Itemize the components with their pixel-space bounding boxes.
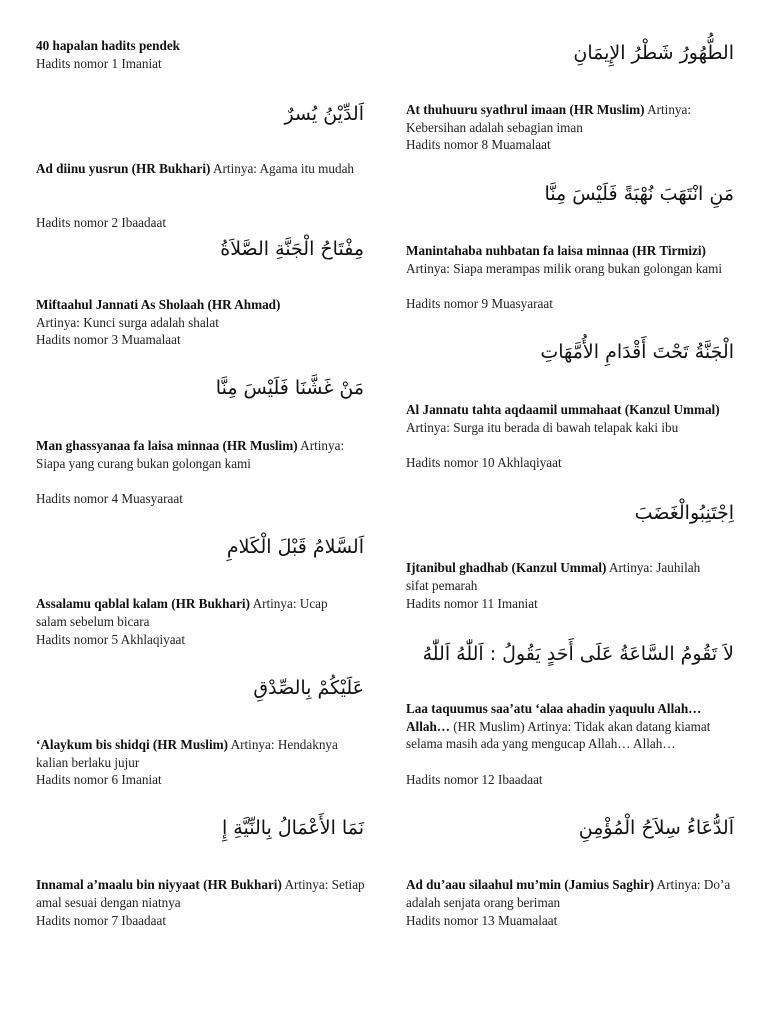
transliteration: Ad du’aau silaahul mu’min (Jamius Saghir) [406, 877, 655, 892]
translation: Artinya: Surga itu berada di bawah telapak kaki ibu [406, 419, 679, 435]
hadith-number: Hadits nomor 8 Muamalaat [406, 137, 551, 152]
hadith-entry [36, 437, 366, 472]
transliteration: At thuhuuru syathrul imaan (HR Muslim) [406, 102, 645, 117]
transliteration: Innamal a’maalu bin niyyaat (HR Bukhari) [36, 877, 282, 892]
transliteration: Assalamu qablal kalam (HR Bukhari) [36, 596, 250, 611]
transliteration: Miftaahul Jannati As Sholaah (HR Ahmad) [36, 297, 281, 312]
transliteration: Al Jannatu tahta aqdaamil ummahaat (Kanzul Ummal) [406, 402, 720, 417]
hadith-number: Hadits nomor 13 Muamalaat [406, 913, 558, 928]
hadith-number: Hadits nomor 2 Ibaadaat [36, 215, 167, 230]
hadith-entry [36, 160, 366, 178]
translation: Artinya: Kunci surga adalah shalat [36, 314, 219, 330]
arabic-text: اَلسَّلامُ قَبْلَ الْكَلامِ [226, 536, 364, 558]
arabic-text: اِجْتَنِبُوالْغَضَبَ [634, 502, 734, 524]
hadith-number: Hadits nomor 1 Imaniat [36, 55, 162, 71]
translation: Artinya: Kebersihan adalah sebagian iman [406, 102, 692, 135]
hadith-entry [406, 559, 726, 594]
hadith-number: Hadits nomor 12 Ibaadaat [406, 772, 543, 787]
document-title: 40 hapalan hadits pendek [36, 38, 181, 53]
transliteration: ‘Alaykum bis shidqi (HR Muslim) [36, 737, 228, 752]
arabic-text: مِفْتَاحُ الْجَنَّةِ الصَّلاَةُ [220, 238, 364, 260]
hadith-number: Hadits nomor 6 Imaniat [36, 772, 162, 787]
arabic-text: مَنْ غَشَّنَا فَلَيْسَ مِنَّا [215, 377, 364, 399]
translation: Artinya: Siapa yang curang bukan golongan kami [36, 438, 345, 471]
transliteration: Man ghassyanaa fa laisa minnaa (HR Muslim) [36, 438, 298, 453]
transliteration: Ijtanibul ghadhab (Kanzul Ummal) [406, 560, 607, 575]
arabic-text: لاَ تَقُومُ السَّاعَةُ عَلَى أَحَدٍ يَقُولُ : اَللّٰهُ اَللّٰهُ [422, 643, 734, 665]
transliteration: Laa taquumus saa’atu ‘alaa ahadin yaquulu Allah… Allah… [406, 701, 702, 734]
hadith-entry [36, 736, 341, 771]
translation: Artinya: Agama itu mudah [213, 161, 355, 176]
translation: Artinya: Hendaknya kalian berlaku jujur [36, 737, 338, 770]
arabic-text: نَمَا الأَعْمَالُ بِالنِّيَّةِ إِ [221, 817, 364, 839]
arabic-text: اَلدِّيْنُ يُسرٌ [284, 103, 364, 125]
hadith-number: Hadits nomor 5 Akhlaqiyaat [36, 632, 186, 647]
translation: Artinya: Siapa merampas milik orang bukan golongan kami [406, 260, 723, 276]
translation: Artinya: Setiap amal sesuai dengan niatnya [36, 877, 365, 910]
hadith-entry [406, 242, 746, 277]
hadith-entry [406, 700, 736, 753]
hadith-number: Hadits nomor 7 Ibaadaat [36, 913, 167, 928]
hadith-number: Hadits nomor 4 Muasyaraat [36, 491, 183, 506]
hadith-number: Hadits nomor 3 Muamalaat [36, 332, 181, 347]
hadith-entry [36, 296, 321, 331]
arabic-text: مَنِ انْتَهَبَ نُهْبَةً فَلَيْسَ مِنَّا [544, 183, 734, 205]
hadith-number: Hadits nomor 11 Imaniat [406, 596, 538, 611]
hadith-number: Hadits nomor 9 Muasyaraat [406, 296, 553, 311]
translation: (HR Muslim) Artinya: Tidak akan datang kiamat selama masih ada yang mengucap Allah… Allah… [406, 718, 711, 752]
translation: Artinya: Do’a adalah senjata orang beriman [406, 877, 731, 910]
hadith-entry [406, 401, 731, 436]
hadith-number: Hadits nomor 10 Akhlaqiyaat [406, 455, 562, 470]
transliteration: Manintahaba nuhbatan fa laisa minnaa (HR Tirmizi) [406, 243, 706, 258]
arabic-text: الطُّهُورُ شَطْرُ الإِيمَانِ [573, 42, 734, 64]
translation: Artinya: Ucap salam sebelum bicara [36, 596, 328, 629]
transliteration: Ad diinu yusrun (HR Bukhari) [36, 161, 211, 176]
arabic-text: عَلَيْكُمْ بِالصِّدْقِ [253, 677, 364, 699]
arabic-text: الْجَنَّةُ تَحْتَ أَقْدَامِ الأُمَّهَاتِ [540, 341, 734, 363]
hadith-entry [406, 101, 736, 136]
hadith-entry [36, 595, 341, 630]
translation: Artinya: Jauhilah sifat pemarah [406, 560, 701, 593]
hadith-entry [406, 876, 736, 911]
arabic-text: اَلدُّعَاءُ سِلاَحُ الْمُؤْمِنِ [578, 817, 734, 839]
document-header [36, 37, 376, 72]
hadith-entry [36, 876, 366, 911]
